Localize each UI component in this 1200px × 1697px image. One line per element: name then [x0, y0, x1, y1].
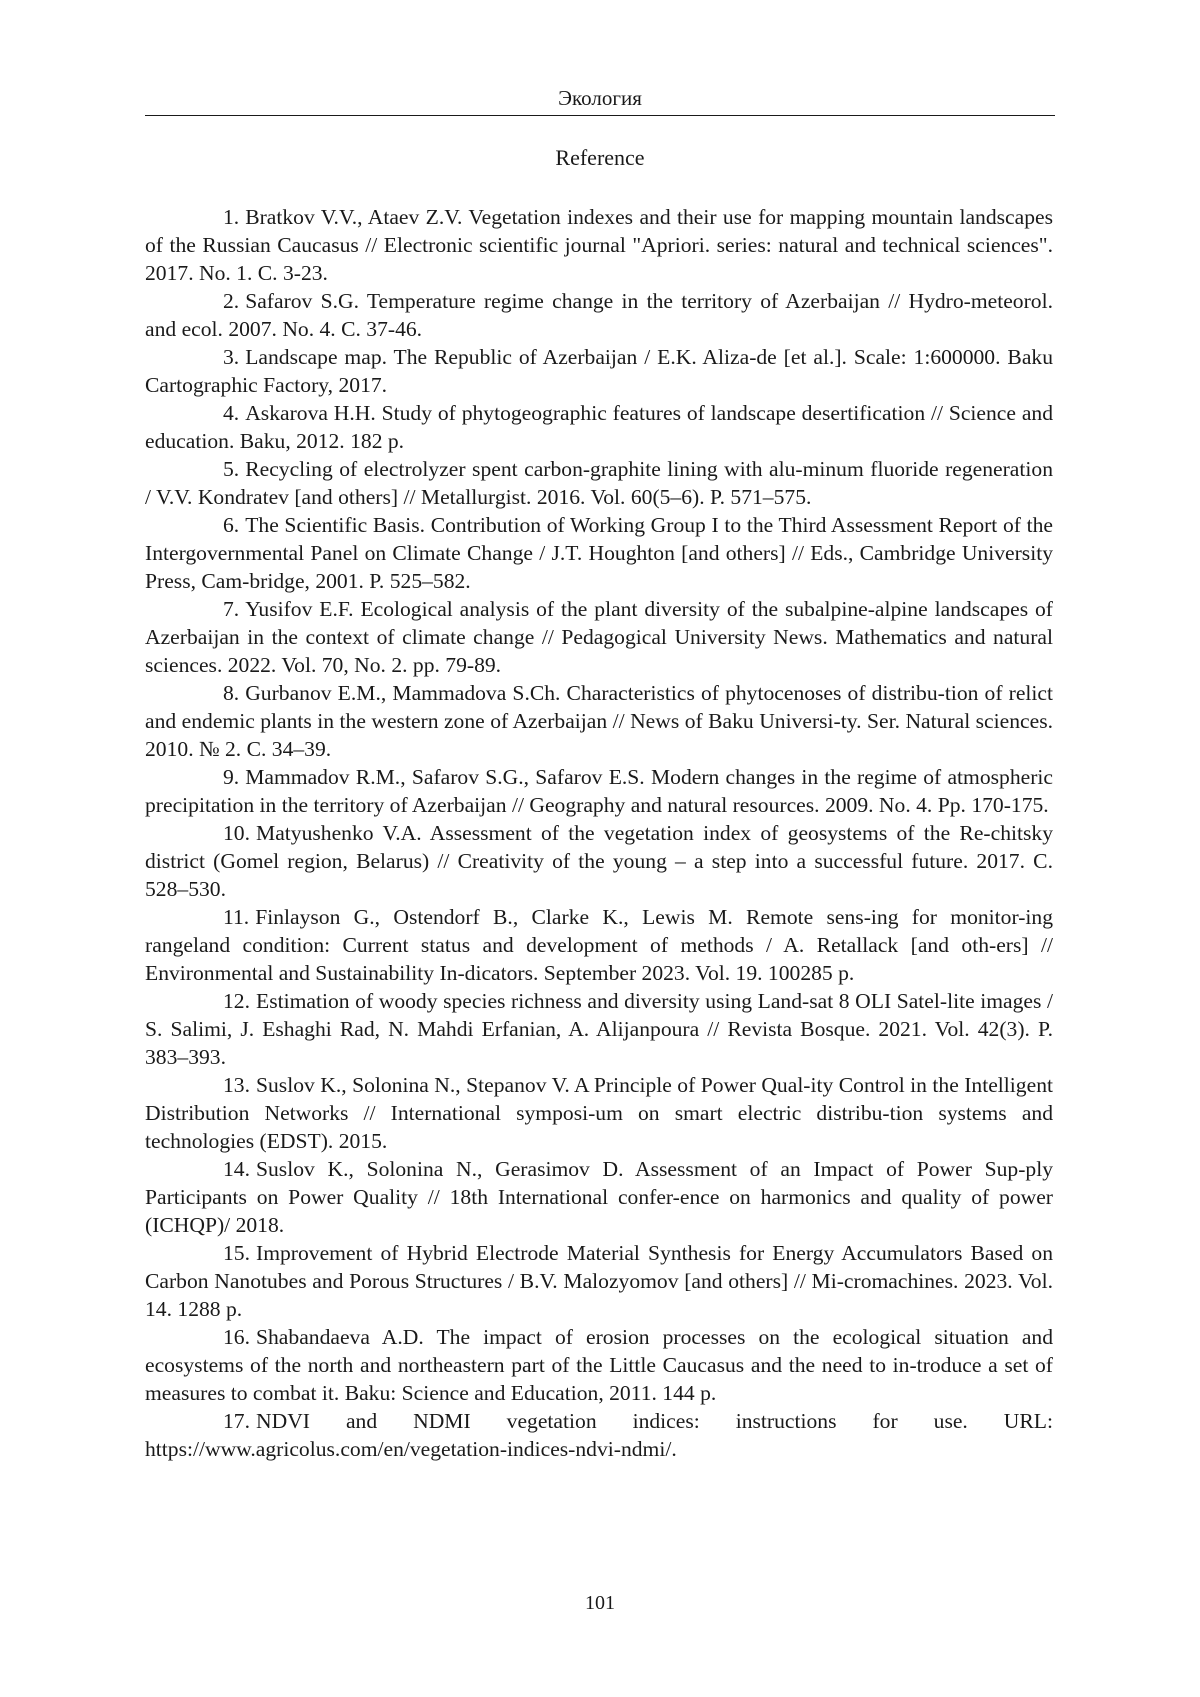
reference-number: 13. — [223, 1073, 250, 1097]
reference-item-14 — [145, 1155, 1053, 1239]
reference-item-7 — [145, 595, 1053, 679]
reference-number: 4. — [223, 401, 240, 425]
reference-text: Recycling of electrolyzer spent carbon-graphite lining with alu-minum fluoride regeneration / V.V. Kondratev [and others] // Metallurgist. 2016. Vol. 60(5–6). P. 571–575. — [145, 457, 1053, 509]
reference-item-15 — [145, 1239, 1053, 1323]
reference-number: 10. — [223, 821, 250, 845]
reference-item-1 — [145, 203, 1053, 287]
reference-text: Bratkov V.V., Ataev Z.V. Vegetation indexes and their use for mapping mountain landscapes of the Russian Caucasus // Electronic scientific journal "Apriori. series: natural and technical sciences". 2017. No. 1. C. 3-23. — [145, 205, 1053, 285]
reference-text: Matyushenko V.A. Assessment of the vegetation index of geosystems of the Re-chitsky district (Gomel region, Belarus) // Creativity of the young – a step into a successful future. 2017. C. 528–530. — [145, 821, 1053, 901]
reference-number: 11. — [223, 905, 250, 929]
reference-number: 6. — [223, 513, 240, 537]
reference-item-10 — [145, 819, 1053, 903]
reference-text: Improvement of Hybrid Electrode Material Synthesis for Energy Accumulators Based on Carbon Nanotubes and Porous Structures / B.V. Malozyomov [and others] // Mi-cromachines. 2023. Vol. 14. 1288 p. — [145, 1241, 1053, 1321]
reference-text: Askarova H.H. Study of phytogeographic features of landscape desertification // Science and education. Baku, 2012. 182 p. — [145, 401, 1053, 453]
reference-number: 1. — [223, 205, 240, 229]
reference-text: Gurbanov E.M., Mammadova S.Ch. Characteristics of phytocenoses of distribu-tion of relict and endemic plants in the western zone of Azerbaijan // News of Baku Universi-ty. Ser. Natural sciences. 2010. № 2. C. 34–39. — [145, 681, 1053, 761]
reference-text: Safarov S.G. Temperature regime change in the territory of Azerbaijan // Hydro-meteorol. and ecol. 2007. No. 4. C. 37-46. — [145, 289, 1053, 341]
reference-item-3 — [145, 343, 1053, 399]
reference-item-12 — [145, 987, 1053, 1071]
reference-number: 8. — [223, 681, 240, 705]
reference-text: Landscape map. The Republic of Azerbaijan / E.K. Aliza-de [et al.]. Scale: 1:600000. Baku Cartographic Factory, 2017. — [145, 345, 1053, 397]
section-title: Reference — [555, 145, 645, 170]
reference-number: 17. — [223, 1409, 250, 1433]
reference-text: Mammadov R.M., Safarov S.G., Safarov E.S. Modern changes in the regime of atmospheric precipitation in the territory of Azerbaijan // Geography and natural resources. 2009. No. 4. Pp. 170-175. — [145, 765, 1053, 817]
reference-number: 15. — [223, 1241, 250, 1265]
reference-number: 14. — [223, 1157, 250, 1181]
reference-number: 12. — [223, 989, 250, 1013]
reference-item-4 — [145, 399, 1053, 455]
running-header-title: Экология — [558, 86, 642, 110]
reference-item-2 — [145, 287, 1053, 343]
reference-number: 3. — [223, 345, 240, 369]
reference-text: Finlayson G., Ostendorf B., Clarke K., Lewis M. Remote sens-ing for monitor-ing rangeland condition: Current status and development of methods / A. Retallack [and oth-ers] // Environmental and Sustainability In-dicators. September 2023. Vol. 19. 100285 p. — [145, 905, 1053, 985]
reference-number: 7. — [223, 597, 240, 621]
reference-number: 5. — [223, 457, 240, 481]
reference-number: 16. — [223, 1325, 250, 1349]
reference-item-6 — [145, 511, 1053, 595]
reference-list — [145, 203, 1053, 1463]
reference-item-17 — [145, 1407, 1053, 1463]
page-number: 101 — [585, 1592, 615, 1614]
reference-item-13 — [145, 1071, 1053, 1155]
reference-text: Suslov K., Solonina N., Gerasimov D. Assessment of an Impact of Power Sup-ply Participants on Power Quality // 18th International confer-ence on harmonics and quality of power (ICHQP)/ 2018. — [145, 1157, 1053, 1237]
reference-text: Suslov K., Solonina N., Stepanov V. A Principle of Power Qual-ity Control in the Intelligent Distribution Networks // International symposi-um on smart electric distribu-tion systems and technologies (EDST). 2015. — [145, 1073, 1053, 1153]
reference-number: 2. — [223, 289, 240, 313]
reference-item-11 — [145, 903, 1053, 987]
header-divider — [145, 115, 1055, 116]
reference-number: 9. — [223, 765, 240, 789]
reference-item-5 — [145, 455, 1053, 511]
reference-text: NDVI and NDMI vegetation indices: instructions for use. URL: https://www.agricolus.com/en/vegetation-indices-ndvi-ndmi/. — [145, 1409, 1053, 1461]
reference-text: Yusifov E.F. Ecological analysis of the plant diversity of the subalpine-alpine landscapes of Azerbaijan in the context of climate change // Pedagogical University News. Mathematics and natural sciences. 2022. Vol. 70, No. 2. pp. 79-89. — [145, 597, 1053, 677]
reference-text: Shabandaeva A.D. The impact of erosion processes on the ecological situation and ecosystems of the north and northeastern part of the Little Caucasus and the need to in-troduce a set of measures to combat it. Baku: Science and Education, 2011. 144 p. — [145, 1325, 1053, 1405]
reference-item-8 — [145, 679, 1053, 763]
reference-text: Estimation of woody species richness and diversity using Land-sat 8 OLI Satel-lite images / S. Salimi, J. Eshaghi Rad, N. Mahdi Erfanian, A. Alijanpoura // Revista Bosque. 2021. Vol. 42(3). P. 383–393. — [145, 989, 1053, 1069]
reference-item-16 — [145, 1323, 1053, 1407]
reference-text: The Scientific Basis. Contribution of Working Group I to the Third Assessment Report of the Intergovernmental Panel on Climate Change / J.T. Houghton [and others] // Eds., Cambridge University Press, Cam-bridge, 2001. P. 525–582. — [145, 513, 1053, 593]
reference-item-9 — [145, 763, 1053, 819]
